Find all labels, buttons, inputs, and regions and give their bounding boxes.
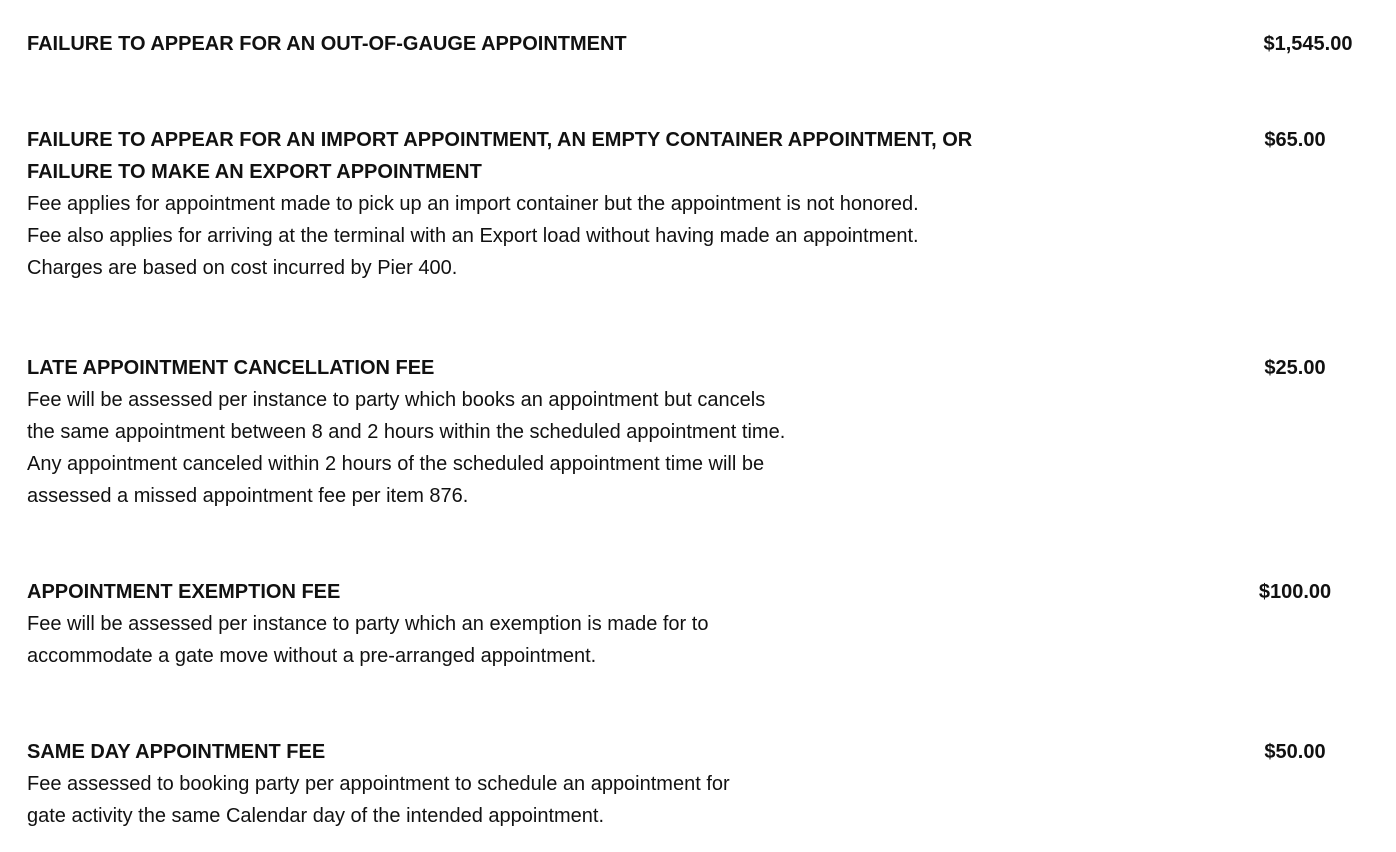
- fee-title: FAILURE TO APPEAR FOR AN OUT-OF-GAUGE APPOINTMENT: [27, 33, 627, 55]
- fee-item-late-cancellation: [27, 352, 1367, 512]
- fee-amount: $50.00: [1264, 741, 1326, 763]
- fee-amount: $100.00: [1258, 581, 1332, 603]
- fee-amount: $1,545.00: [1263, 33, 1353, 55]
- fee-title: LATE APPOINTMENT CANCELLATION FEE: [27, 357, 435, 379]
- fee-amount: $25.00: [1264, 357, 1326, 379]
- fee-item-same-day: [27, 736, 1367, 832]
- fee-description: Fee will be assessed per instance to party which books an appointment but cancels the same appointment between 8 and 2 hours within the scheduled appointment time. Any appointment canceled within 2 hours of the scheduled appointment time will be assessed a missed appointment fee per item 876.: [27, 389, 786, 507]
- fee-description: Fee assessed to booking party per appointment to schedule an appointment for gate activity the same Calendar day of the intended appointment.: [27, 773, 730, 827]
- fee-item-failure-to-appear-import: [27, 124, 1367, 284]
- fee-item-exemption: [27, 576, 1367, 672]
- fee-item-out-of-gauge: [27, 28, 1367, 60]
- fee-title: APPOINTMENT EXEMPTION FEE: [27, 581, 341, 603]
- fee-amount: $65.00: [1264, 129, 1326, 151]
- fee-title: SAME DAY APPOINTMENT FEE: [27, 741, 326, 763]
- fee-description: Fee will be assessed per instance to party which an exemption is made for to accommodate a gate move without a pre-arranged appointment.: [27, 613, 709, 667]
- fee-title: FAILURE TO APPEAR FOR AN IMPORT APPOINTMENT, AN EMPTY CONTAINER APPOINTMENT, OR FAILURE TO MAKE AN EXPORT APPOINTMENT: [27, 129, 973, 183]
- fee-description: Fee applies for appointment made to pick up an import container but the appointment is not honored. Fee also applies for arriving at the terminal with an Export load without having made an appointment. Charges are based on cost incurred by Pier 400.: [27, 193, 919, 279]
